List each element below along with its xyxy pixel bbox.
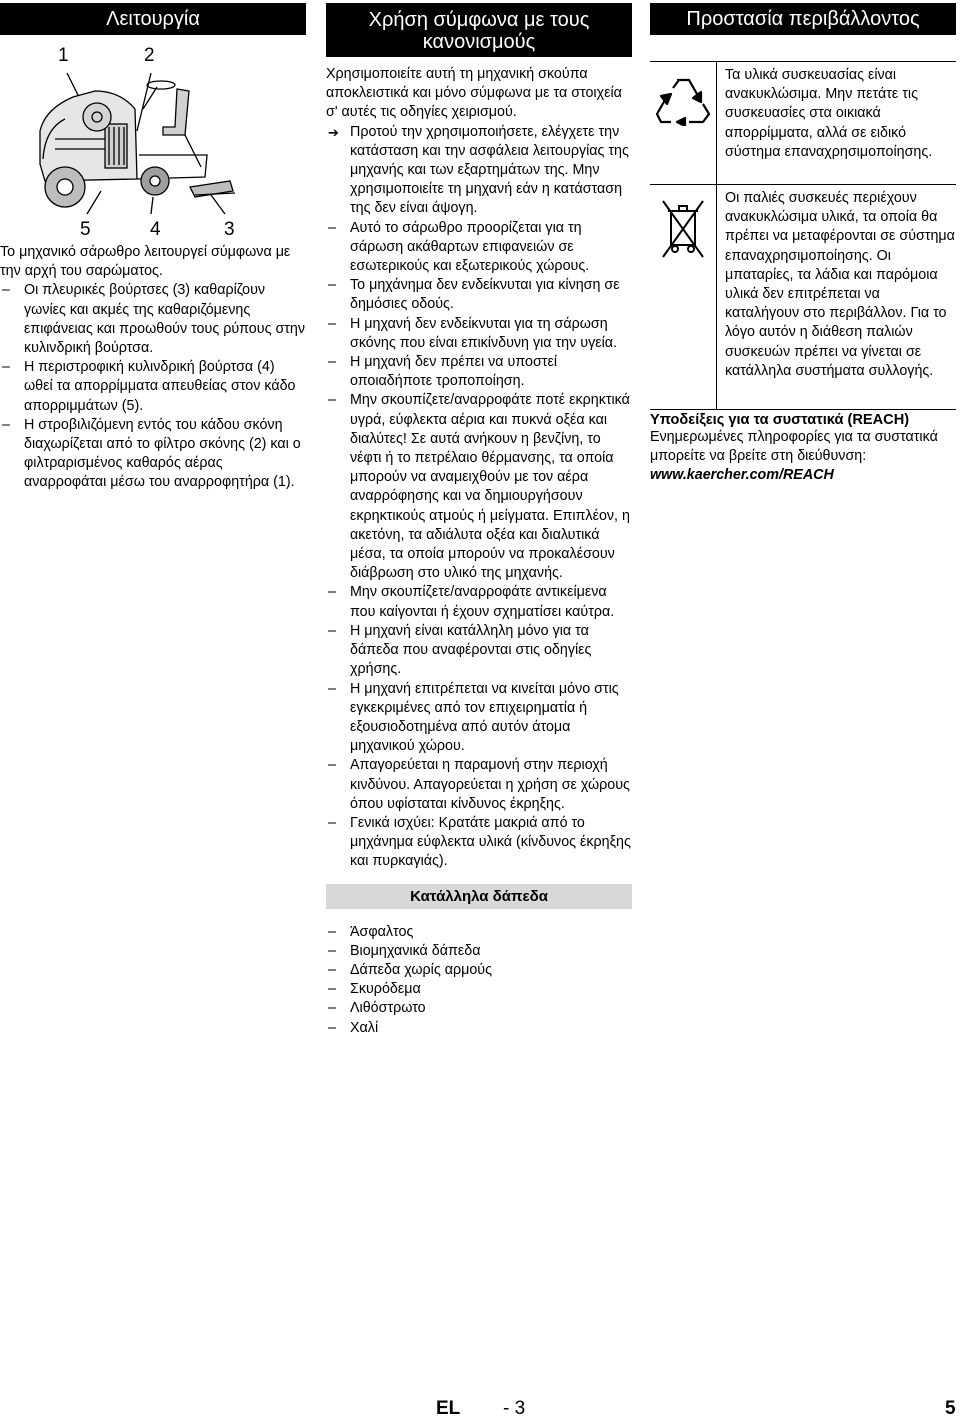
intended-use-item: – Μην σκουπίζετε/αναρροφάτε ποτέ εκρηκτικά υγρά, εύφλεκτα αέρια και πυκνά οξέα και διαλύτες! Σε αυτά ανήκουν η βενζίνη, το νέφτι ή το πετρέλαιο θέρμανσης, τα οποία μπορούν να αναμειχθούν με τον αέρα αναρρόφησης και να δημιουργήσουν εκρηκτικούς ατμούς ή μείγματα. Επιπλέον, η ακετόνη, τα αδιάλυτα οξέα και διαλυτικά μέσα, τα οποία μπορούν να προκαλέσουν διάβρωση στο υλικό της μηχανής. (326, 391, 632, 583)
intended-use-item: – Αυτό το σάρωθρο προορίζεται για τη σάρωση ακάθαρτων επιφανειών σε εσωτερικούς και εξωτερικούς χώρους. (326, 219, 632, 277)
reach-link[interactable]: www.kaercher.com/REACH (650, 467, 834, 484)
recycling-text: Τα υλικά συσκευασίας είναι ανακυκλώσιμα. Μην πετάτε τις συσκευασίες στα οικιακά απορρίμματα, αλλά σε ειδικό σύστημα επαναχρησιμοποίησης. (725, 67, 933, 160)
operation-intro: Το μηχανικό σάρωθρο λειτουργεί σύμφωνα με την αρχή του σαρώματος. (0, 244, 291, 280)
weee-text: Οι παλιές συσκευές περιέχουν ανακυκλώσιμα υλικά, τα οποία θα πρέπει να μεταφέρονται σε σύστημα επαναχρησιμοποίησης. Οι μπαταρίες, τα λάδια και παρόμοια υλικά δεν επιτρέπεται να καταλήγουν στο περιβάλλον. Για το λόγο αυτόν η διάθεση παλιών συσκευών πρέπει να γίνεται σε κατάλληλα συστήματα συλλογής. (725, 190, 955, 379)
floor-item: – Λιθόστρωτο (326, 999, 632, 1018)
crossed-bin-icon (661, 199, 705, 259)
intended-use-item: – Η μηχανή είναι κατάλληλη μόνο για τα δάπεδα που αναφέρονται στις οδηγίες χρήσης. (326, 622, 632, 680)
intended-use-item: – Απαγορεύεται η παραμονή στην περιοχή κινδύνου. Απαγορεύεται η χρήση σε χώρους όπου υφίσταται κίνδυνος έκρηξης. (326, 756, 632, 814)
recycling-block (650, 62, 956, 184)
section-header-environment: Προστασία περιβάλλοντος (650, 3, 956, 35)
floor-item: – Χαλί (326, 1019, 632, 1038)
intended-use-item: – Το μηχάνημα δεν ενδείκνυται για κίνηση σε δημόσιες οδούς. (326, 276, 632, 314)
figure-label-4: 4 (150, 219, 161, 240)
check-before-use-item (326, 123, 632, 219)
intended-use-item: – Η μηχανή δεν πρέπει να υποστεί οποιαδήποτε τροποποίηση. (326, 353, 632, 391)
suitable-floors-header: Κατάλληλα δάπεδα (326, 884, 632, 909)
page-number: 5 (945, 1398, 956, 1419)
floor-item: – Βιομηχανικά δάπεδα (326, 942, 632, 961)
sweeper-figure (0, 47, 306, 243)
figure-label-2: 2 (144, 45, 155, 66)
sweeper-illustration (25, 69, 275, 239)
column-intended-use (326, 0, 632, 1038)
operation-item: – Οι πλευρικές βούρτσες (3) καθαρίζουν γωνίες και ακμές της καθαριζόμενης επιφάνειας και προωθούν τους ρύπους στην κυλινδρική βούρτσα. (0, 281, 306, 358)
recycle-icon (655, 74, 711, 126)
intended-use-list (326, 219, 632, 872)
suitable-floors-list (326, 923, 632, 1038)
reach-title: Υποδείξεις για τα συστατικά (REACH) (650, 412, 910, 428)
reach-text: Ενημερωμένες πληροφορίες για τα συστατικά μπορείτε να βρείτε στη διεύθυνση: (650, 429, 938, 465)
footer-section: - 3 (503, 1398, 526, 1419)
column-environment (650, 0, 956, 486)
floor-item: – Σκυρόδεμα (326, 980, 632, 999)
weee-block (650, 185, 956, 409)
operation-item: – Η περιστροφική κυλινδρική βούρτσα (4) ωθεί τα απορρίμματα απευθείας στον κάδο απορριμμάτων (5). (0, 358, 306, 416)
column-operation (0, 0, 306, 493)
arrow-right-icon: ➔ (328, 124, 339, 140)
floor-item: – Δάπεδα χωρίς αρμούς (326, 961, 632, 980)
intended-use-item: – Μην σκουπίζετε/αναρροφάτε αντικείμενα που καίγονται ή έχουν σχηματίσει καύτρα. (326, 583, 632, 621)
section-header-operation: Λειτουργία (0, 3, 306, 35)
figure-label-1: 1 (58, 45, 69, 66)
intended-use-item: – Η μηχανή δεν ενδείκνυται για τη σάρωση σκόνης που είναι επικίνδυνη για την υγεία. (326, 315, 632, 353)
intended-use-item: – Η μηχανή επιτρέπεται να κινείται μόνο στις εγκεκριμένες από τον επιχειρηματία ή εξουσιοδοτημένα από αυτόν άτομα μηχανικού χώρου. (326, 680, 632, 757)
section-header-intended-use: Χρήση σύμφωνα με τους κανονισμούς (326, 3, 632, 57)
figure-label-5: 5 (80, 219, 91, 240)
intended-use-intro: Χρησιμοποιείτε αυτή τη μηχανική σκούπα αποκλειστικά και μόνο σύμφωνα με τα στοιχεία σ' αυτές τις οδηγίες χειρισμού. (326, 66, 622, 121)
footer-language: EL (436, 1398, 461, 1419)
figure-label-3: 3 (224, 219, 235, 240)
check-before-use-text: Προτού την χρησιμοποιήσετε, ελέγχετε την κατάσταση και την ασφάλεια λειτουργίας της μηχανής και των εξαρτημάτων της. Μην χρησιμοποιείτε τη μηχανή εάν η κατάσταση της δεν είναι άψογη. (350, 123, 629, 217)
intended-use-item: – Γενικά ισχύει: Κρατάτε μακριά από το μηχάνημα εύφλεκτα υλικά (κίνδυνος έκρηξης και πυρκαγιάς). (326, 814, 632, 872)
operation-item: – Η στροβιλιζόμενη εντός του κάδου σκόνη διαχωρίζεται από το φίλτρο σκόνης (2) και ο φιλτραρισμένος καθαρός αέρας αναρροφάται μέσω του αναρροφητήρα (1). (0, 416, 306, 493)
floor-item: – Άσφαλτος (326, 923, 632, 942)
operation-list (0, 281, 306, 492)
